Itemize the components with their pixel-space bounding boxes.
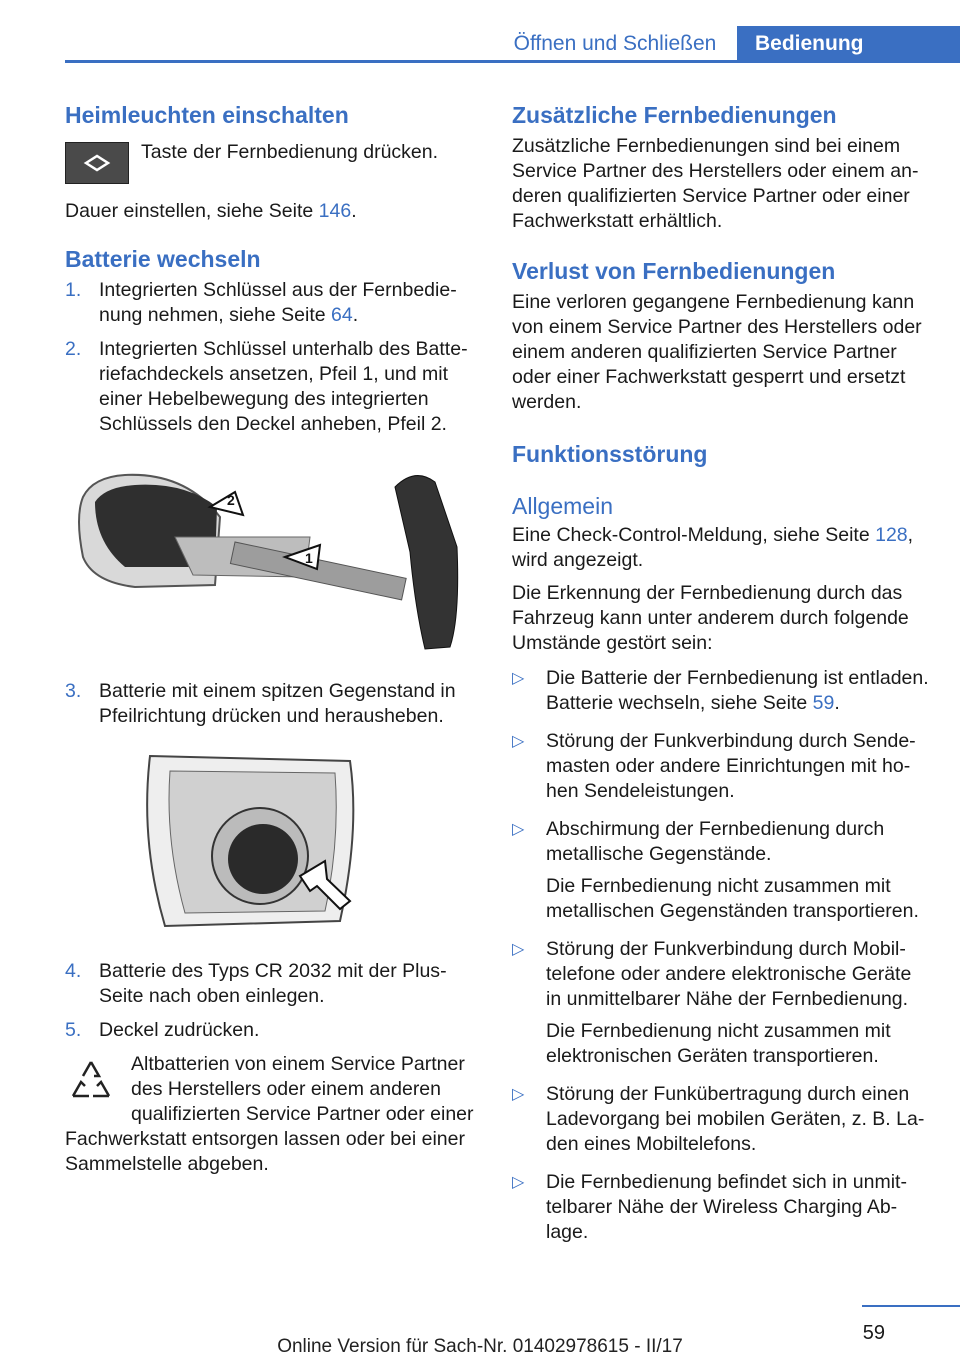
home-light-button-icon: [65, 142, 129, 184]
page-link-59[interactable]: 59: [812, 692, 835, 714]
home-light-text: Taste der Fernbedienung drücken.: [141, 141, 439, 163]
arrow-label-1: 1: [305, 550, 313, 566]
heading-additional-remotes: Zusätzliche Fernbedienungen: [512, 102, 837, 128]
additional-remotes-text: Zusätzliche Fernbedienungen sind bei einem Service Partner des Herstellers oder einem anderen qualifizierten Service Partner oder einer Fachwerkstatt erhältlich.: [512, 135, 919, 232]
page-link-146[interactable]: 146: [318, 200, 352, 222]
heading-home-light: Heimleuchten einschalten: [65, 102, 349, 128]
list-item: ▷ Abschirmung der Fernbedienung durch metallische Gegenstände. Die Fernbedienung nicht zusammen mit metallischen Gegenständen transportieren.: [512, 818, 919, 922]
malfunction-causes-list: [512, 666, 930, 1245]
lost-remotes-text: Eine verloren gegangene Fernbedienung kann von einem Service Partner des Herstellers oder einem anderen qualifizierten Service Partner oder einer Fachwerkstatt gesperrt und ersetzt werden.: [512, 291, 922, 413]
list-item: ▷ Die Batterie der Fernbedienung ist entladen. Batterie wechseln, siehe Seite 59.: [512, 667, 929, 714]
duration-text: Dauer einstellen, siehe Seite 146.: [65, 200, 357, 222]
header-rule: [65, 60, 960, 63]
footer-rule: [862, 1305, 960, 1307]
right-column: [512, 100, 930, 1258]
list-item: ▷ Störung der Funkverbindung durch Sendemasten oder andere Einrichtungen mit hohen Sendeleistungen.: [512, 730, 916, 802]
battery-steps-4-5: [65, 959, 480, 1043]
home-light-instruction: [65, 142, 480, 184]
page-number: 59: [862, 1322, 885, 1344]
detection-text: Die Erkennung der Fernbedienung durch das Fahrzeug kann unter anderem durch folgende Umstände gestört sein:: [512, 582, 909, 654]
heading-battery: Batterie wechseln: [65, 246, 261, 272]
heading-lost-remotes: Verlust von Fernbedienungen: [512, 258, 836, 284]
recycle-icon: [65, 1056, 117, 1108]
arrow-label-2: 2: [227, 492, 235, 508]
list-item: ▷ Störung der Funkübertragung durch einen Ladevorgang bei mobilen Geräten, z. B. Laden eines Mobiltelefons.: [512, 1083, 925, 1155]
list-item: 1. Integrierten Schlüssel aus der Fernbedienung nehmen, siehe Seite 64.: [65, 279, 457, 326]
list-item: 3. Batterie mit einem spitzen Gegenstand in Pfeilrichtung drücken und herausheben.: [65, 680, 456, 727]
running-header-chapter: Bedienung: [737, 26, 960, 62]
general-text: Eine Check-Control-Meldung, siehe Seite 128, wird angezeigt.: [512, 524, 914, 571]
left-column: [65, 100, 480, 1177]
list-item: ▷ Die Fernbedienung befindet sich in unmittelbarer Nähe der Wireless Charging Ablage.: [512, 1171, 907, 1243]
battery-step-3: [65, 679, 480, 729]
recycle-text: Altbatterien von einem Service Partner des Herstellers oder einem anderen qualifizierten Service Partner oder einer Fachwerkstatt entsorgen lassen oder bei einer Sammelstelle abgeben.: [65, 1053, 474, 1175]
heading-general: Allgemein: [512, 493, 613, 519]
footer-online-version: Online Version für Sach-Nr. 01402978615 - II/17: [277, 1336, 683, 1357]
battery-steps-1-2: [65, 278, 480, 437]
list-item: 5. Deckel zudrücken.: [65, 1019, 260, 1041]
running-header-section: Öffnen und Schließen: [513, 32, 717, 55]
recycle-note: [65, 1052, 480, 1177]
list-item: ▷ Störung der Funkverbindung durch Mobiltelefone oder andere elektronische Geräte in unmittelbarer Nähe der Fernbedienung. Die Fernbedienung nicht zusammen mit elektronischen Geräten transportieren.: [512, 938, 912, 1067]
key-illustration: [65, 457, 480, 667]
page-link-128[interactable]: 128: [875, 524, 908, 546]
heading-malfunction: Funktionsstörung: [512, 441, 708, 467]
battery-illustration: [65, 751, 480, 941]
list-item: 4. Batterie des Typs CR 2032 mit der PlusSeite nach oben einlegen.: [65, 960, 447, 1007]
page-link-64[interactable]: 64: [331, 304, 353, 326]
list-item: 2. Integrierten Schlüssel unterhalb des Batteriefachdeckels ansetzen, Pfeil 1, und mit einer Hebelbewegung des integrierten Schlüssels den Deckel anheben, Pfeil 2.: [65, 338, 468, 435]
